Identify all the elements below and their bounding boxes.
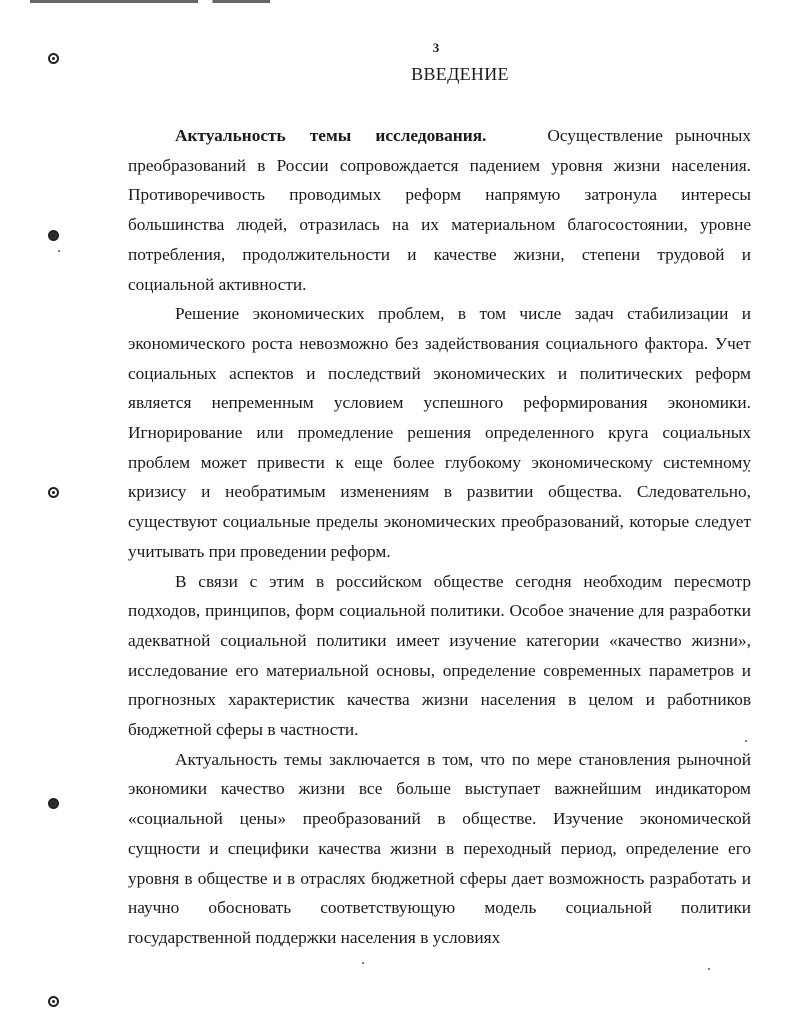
paragraph-lead: Актуальность темы исследования. bbox=[175, 126, 487, 145]
scan-speck bbox=[362, 962, 364, 964]
section-title: ВВЕДЕНИЕ bbox=[411, 64, 509, 84]
binder-hole-icon bbox=[48, 53, 59, 64]
scan-speck bbox=[708, 968, 710, 970]
binder-hole-icon bbox=[48, 487, 59, 498]
paragraph: Актуальность темы заключается в том, что по мере становления рыночной экономики качество жизни все больше выступает важнейшим индикатором «социальной цены» преобразований в обществе. Изучение экономической сущности и специфики качества жизни в переходный период, определение его уровня в обществе и в отраслях бюджетной сферы дает возможность разработать и научно обосновать соответствующую модель социальной политики государственной поддержки населения в условиях bbox=[128, 749, 751, 947]
paragraph-text: Осуществление рыночных преобразований в России сопровождается падением уровня жизни населения. Противоречивость проводимых реформ напрямую затронула интересы большинства людей, отразилась на их материальном благосостоянии, уровне потребления, продолжительности и качестве жизни, степени трудовой и социальной активности. bbox=[128, 126, 752, 294]
document-body bbox=[128, 121, 751, 953]
paragraph bbox=[128, 121, 751, 299]
scan-speck bbox=[58, 250, 60, 252]
scan-edge-artifact bbox=[30, 0, 270, 3]
page-number: 3 bbox=[432, 40, 440, 55]
binder-hole-icon bbox=[48, 996, 59, 1007]
binder-hole-icon bbox=[48, 230, 59, 241]
binder-hole-icon bbox=[48, 798, 59, 809]
paragraph: В связи с этим в российском обществе сегодня необходим пересмотр подходов, принципов, форм социальной политики. Особое значение для разработки адекватной социальной политики имеет изучение категории «качество жизни», исследование его материальной основы, определение современных параметров и прогнозных характеристик качества жизни населения в целом и работников бюджетной сферы в частности. bbox=[128, 571, 751, 740]
paragraph: Решение экономических проблем, в том числе задач стабилизации и экономического роста невозможно без задействования социального фактора. Учет социальных аспектов и последствий экономических и политических реформ является непременным условием успешного реформирования экономики. Игнорирование или промедление решения определенного круга социальных проблем может привести к еще более глубокому экономическому системному кризису и необратимым изменениям в развитии общества. Следовательно, существуют социальные пределы экономических преобразований, которые следует учитывать при проведении реформ. bbox=[128, 304, 751, 561]
